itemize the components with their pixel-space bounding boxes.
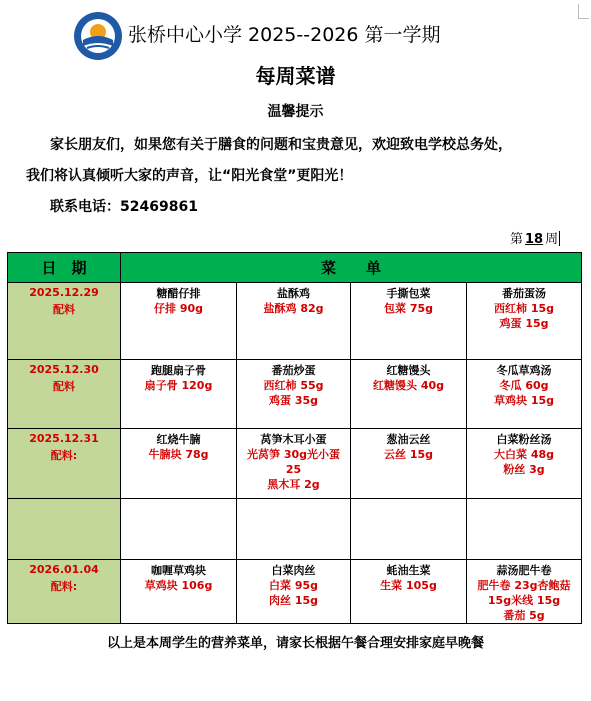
notice-line-2: 我们将认真倾听大家的声音，让“阳光食堂”更阳光！ [26,168,353,184]
dish-name: 红烧牛腩 [156,433,201,446]
dish-name: 跑腿扇子骨 [151,364,206,377]
date-cell [8,360,121,429]
dish-cell [237,499,351,560]
date-text: 2025.12.30 [29,363,99,376]
date-cell [8,499,121,560]
dish-ingredient: 肥牛卷 23g杏鲍菇 [477,579,571,592]
ingredient-label: 配料 [53,380,75,393]
dish-ingredient: 肉丝 15g [268,594,318,607]
dish-cell [351,499,467,560]
dish-ingredient: 红糖馒头 40g [372,379,444,392]
dish-cell [121,499,237,560]
dish-name: 红糖馒头 [386,364,431,377]
dish-cell [121,560,237,624]
date-cell [8,429,121,499]
school-logo [72,10,124,62]
dish-ingredient: 粉丝 3g [503,463,545,476]
dish-ingredient: 草鸡块 15g [494,394,555,407]
ingredient-label: 配料: [50,580,78,593]
date-text: 2025.12.29 [29,286,99,299]
dish-cell [237,360,351,429]
week-suffix: 周 [545,232,559,247]
dish-name: 莴笋木耳小蛋 [260,433,327,446]
notice-line-1: 家长朋友们，如果您有关于膳食的问题和宝贵意见，欢迎致电学校总务处， [50,137,512,153]
dish-ingredient: 黑木耳 2g [267,478,320,491]
school-title: 张桥中心小学 2025--2026 第一学期 [128,24,441,46]
menu-title: 每周菜谱 [255,64,336,88]
dish-name: 糖醋仔排 [156,287,201,300]
table-row [8,429,582,499]
dish-cell [467,360,582,429]
dish-name: 蒜汤肥牛卷 [496,564,552,577]
dish-ingredient: 仔排 90g [153,302,203,315]
table-header-row [8,253,582,283]
dish-ingredient: 冬瓜 60g [499,379,549,392]
tip-heading: 温馨提示 [267,104,324,120]
dish-ingredient: 包菜 75g [383,302,433,315]
dish-cell [351,560,467,624]
dish-name: 冬瓜草鸡汤 [496,364,552,377]
dish-cell [467,283,582,360]
footer-note: 以上是本周学生的营养菜单，请家长根据午餐合理安排家庭早晚餐 [106,636,484,651]
table-row [8,560,582,624]
text-cursor [559,231,560,246]
dish-name: 葱油云丝 [386,433,431,446]
dish-cell [467,499,582,560]
date-column-header: 日 期 [8,253,121,283]
date-cell [8,283,121,360]
dish-ingredient: 25 [285,463,302,476]
dish-name: 咖喱草鸡块 [151,564,206,577]
dish-ingredient: 西红柿 55g [263,379,324,392]
dish-cell [237,283,351,360]
date-cell [8,560,121,624]
dish-name: 番茄蛋汤 [502,287,546,300]
dish-cell [351,360,467,429]
dish-name: 白菜肉丝 [271,564,316,577]
table-row [8,360,582,429]
dish-cell [467,429,582,499]
dish-ingredient: 鸡蛋 35g [268,394,318,407]
dish-name: 盐酥鸡 [277,287,310,300]
dish-ingredient: 番茄 5g [503,609,545,622]
dish-ingredient: 大白菜 48g [494,448,555,461]
menu-table [7,252,582,624]
date-text: 2026.01.04 [29,563,99,576]
dish-ingredient: 白菜 95g [268,579,318,592]
week-prefix: 第 [510,232,524,247]
dish-ingredient: 生菜 105g [380,579,437,592]
dish-ingredient: 鸡蛋 15g [499,317,549,330]
contact-phone: 联系电话：52469861 [50,199,198,215]
table-row [8,499,582,560]
dish-name: 蚝油生菜 [386,564,431,577]
dish-cell [121,283,237,360]
page-corner-mark [578,4,589,19]
dish-cell [121,429,237,499]
dish-ingredient: 光莴笋 30g光小蛋 [246,448,340,461]
dish-cell [351,283,467,360]
date-text: 2025.12.31 [29,432,99,445]
dish-cell [351,429,467,499]
dish-name: 手撕包菜 [386,287,431,300]
dish-ingredient: 云丝 15g [383,448,433,461]
dish-cell [121,360,237,429]
dish-ingredient: 15g米线 15g [487,594,561,607]
dish-ingredient: 草鸡块 106g [144,579,213,592]
dish-ingredient: 西红柿 15g [494,302,555,315]
ingredient-label: 配料 [53,303,75,316]
menu-table-body [8,283,582,624]
dish-ingredient: 扇子骨 120g [144,379,213,392]
week-number: 18 [525,232,544,247]
dish-name: 番茄炒蛋 [271,364,316,377]
dish-ingredient: 盐酥鸡 82g [263,302,324,315]
dish-name: 白菜粉丝汤 [496,433,552,446]
week-indicator [510,228,560,247]
dish-cell [467,560,582,624]
dish-cell [237,560,351,624]
menu-column-header: 菜 单 [121,253,582,283]
ingredient-label: 配料: [50,449,78,462]
dish-cell [237,429,351,499]
table-row [8,283,582,360]
dish-ingredient: 牛腩块 78g [148,448,209,461]
